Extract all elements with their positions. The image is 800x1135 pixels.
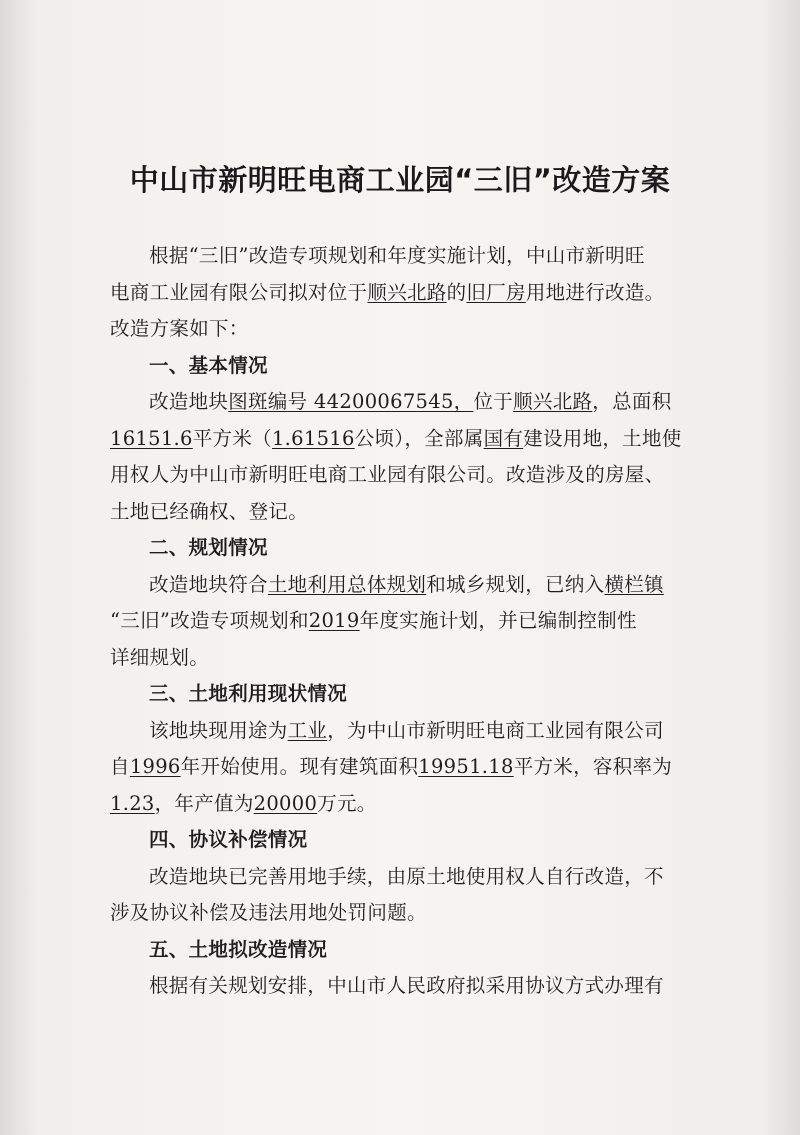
s1-line-1 [110, 384, 705, 421]
document-body [110, 238, 705, 1005]
text: 涉及协议补偿及违法用地处罚问题。 [110, 901, 427, 924]
building-area: 19951.18 [418, 755, 514, 778]
text: “三旧”改造专项规划和 [110, 609, 309, 632]
s4-line-1 [110, 859, 705, 896]
section-heading-4: 四、协议补偿情况 [149, 828, 308, 851]
text: 改造方案如下： [110, 317, 249, 340]
text: 改造地块已完善用地手续，由原土地使用权人自行改造，不 [149, 864, 664, 888]
area-hectares: 1.61516 [271, 426, 355, 450]
page-title: 中山市新明旺电商工业园“三旧”改造方案 [129, 163, 671, 197]
text: ，总面积 [592, 390, 672, 413]
s2-line-1 [110, 567, 705, 604]
s4-line-2 [110, 895, 705, 932]
current-use: 工业 [287, 718, 328, 742]
intro-line-1 [110, 238, 705, 275]
text: 建设用地，土地使 [523, 426, 682, 450]
s1-line-4 [110, 494, 705, 531]
text: 用地进行改造。 [525, 280, 665, 304]
s1-line-2 [110, 421, 705, 458]
text: 平方米，容积率为 [513, 755, 673, 778]
s2-line-2 [110, 603, 705, 640]
old-factory: 旧厂房 [466, 280, 526, 304]
floor-area-ratio: 1.23 [110, 791, 155, 815]
text: 和城乡规划，已纳入 [426, 572, 605, 596]
land-ownership: 国有 [483, 426, 524, 450]
text: 位于 [473, 390, 514, 413]
plan-year: 2019 [308, 609, 360, 632]
text: 详细规划。 [110, 645, 210, 669]
section-heading-5: 五、土地拟改造情况 [149, 937, 328, 961]
intro-line-2 [110, 275, 705, 312]
land-use-plan: 土地利用总体规划 [267, 572, 427, 596]
town-name: 横栏镇 [604, 572, 664, 596]
annual-output: 20000 [253, 791, 318, 815]
text: 平方米（ [192, 426, 272, 450]
text: 年度实施计划，并已编制控制性 [359, 609, 637, 632]
s2-line-3 [110, 640, 705, 677]
text: 万元。 [317, 791, 377, 815]
s1-line-3 [110, 457, 705, 494]
text: 改造地块符合 [149, 572, 268, 596]
parcel-code: 图斑编号 44200067545， [228, 390, 474, 413]
intro-line-3 [110, 311, 705, 348]
text: 改造地块 [149, 390, 229, 413]
text: 根据有关规划安排，中山市人民政府拟采用协议方式办理有 [149, 974, 664, 997]
s3-line-3 [110, 786, 705, 823]
s3-line-1 [110, 713, 705, 750]
section-heading-3: 三、土地利用现状情况 [149, 682, 348, 705]
road-name: 顺兴北路 [513, 390, 593, 413]
text: 年开始使用。现有建筑面积 [180, 755, 419, 778]
text: 土地已经确权、登记。 [110, 499, 309, 523]
text: ，年产值为 [154, 791, 254, 815]
text: 该地块现用途为 [149, 718, 288, 742]
road-name: 顺兴北路 [367, 280, 447, 304]
section-heading-1: 一、基本情况 [149, 353, 268, 377]
section-heading-2: 二、规划情况 [149, 536, 268, 559]
text: 用权人为中山市新明旺电商工业园有限公司。改造涉及的房屋、 [110, 463, 665, 486]
text: 电商工业园有限公司拟对位于 [110, 280, 368, 304]
s3-line-2 [110, 749, 705, 786]
text: 自 [110, 755, 130, 778]
total-area: 16151.6 [110, 426, 193, 450]
text: ，为中山市新明旺电商工业园有限公司 [327, 718, 664, 742]
start-year: 1996 [129, 755, 181, 778]
text: 的 [446, 280, 467, 304]
text: 公顷），全部属 [354, 426, 484, 450]
s5-line-1 [110, 968, 705, 1005]
text: 根据“三旧”改造专项规划和年度实施计划，中山市新明旺 [149, 244, 645, 267]
